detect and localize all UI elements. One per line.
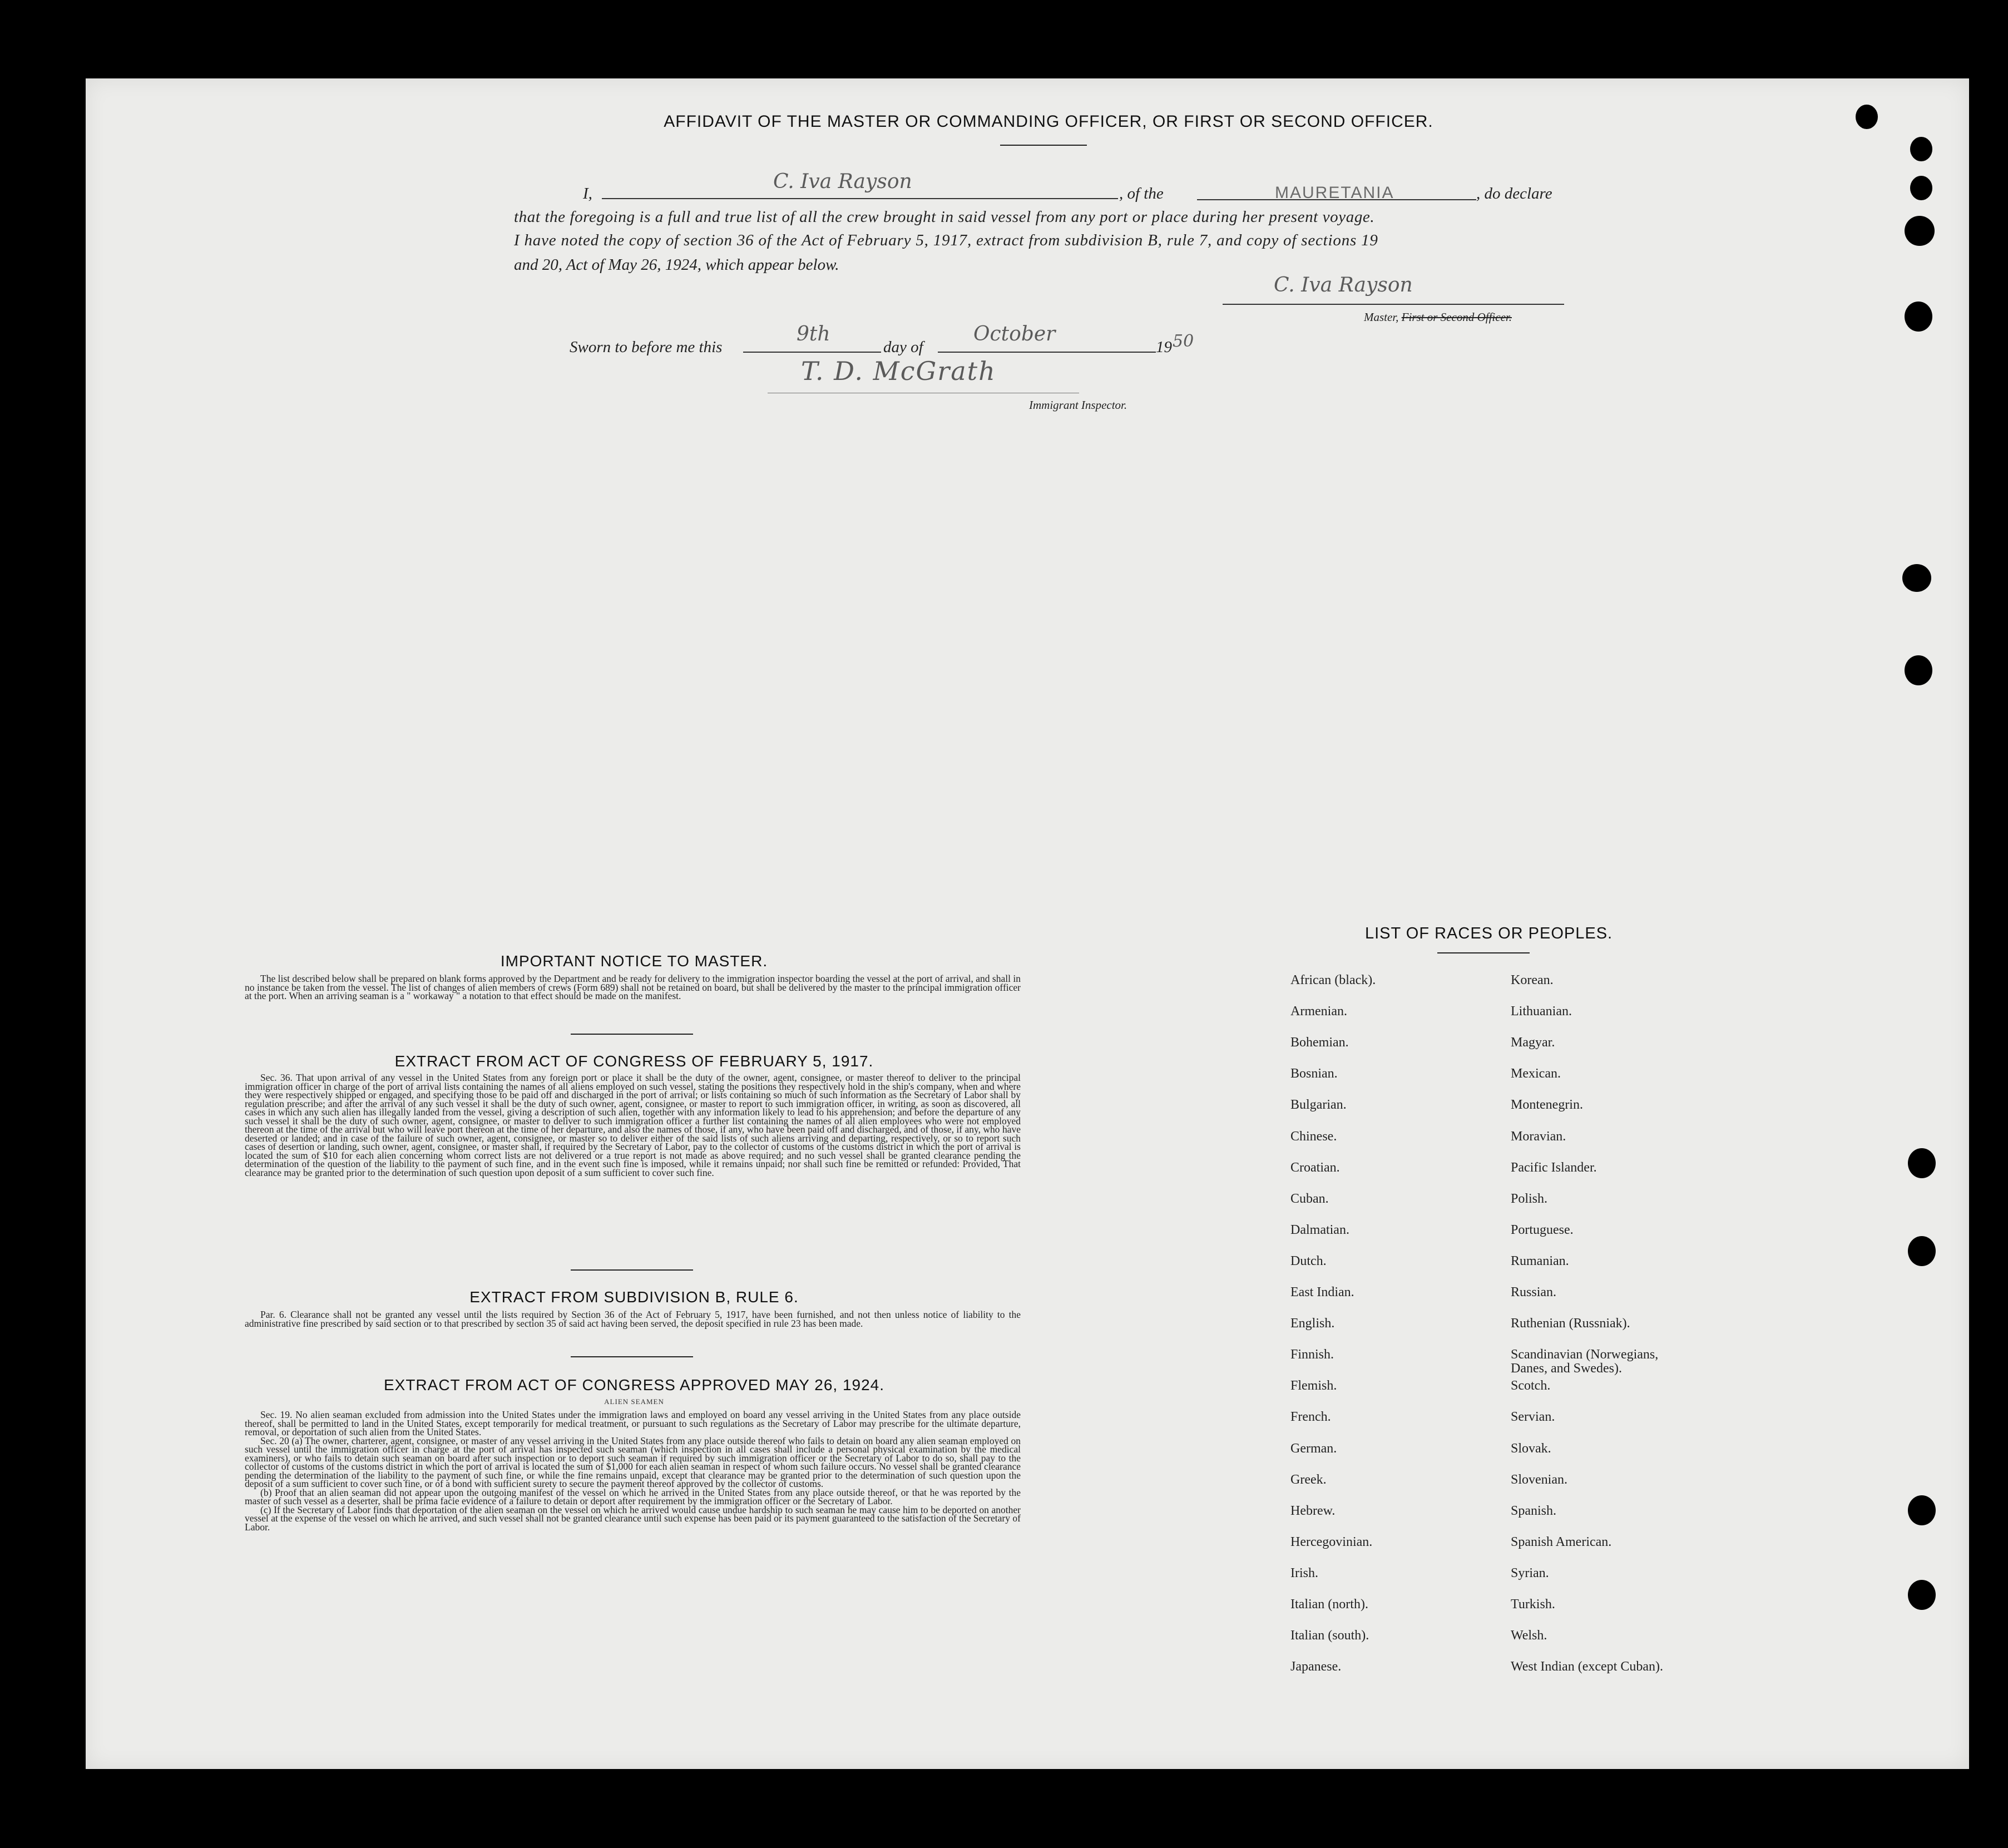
signature-line [1223,304,1564,305]
race-item: Spanish American. [1511,1535,1612,1549]
master-label-text: Master, [1364,310,1399,324]
vessel-stamp: MAURETANIA [1275,184,1394,202]
affidavit-line1-mid: , of the [1119,185,1164,202]
sworn-year-prefix: 19 [1156,338,1172,356]
punch-hole [1905,655,1932,685]
sworn-day-of: day of [883,338,923,356]
race-item: Turkish. [1511,1597,1555,1612]
sworn-label: Sworn to before me this [570,338,723,356]
race-item: Italian (south). [1290,1628,1369,1643]
race-item: French. [1290,1410,1331,1424]
race-item: Hebrew. [1290,1504,1336,1518]
race-item: Slovenian. [1511,1473,1567,1487]
race-item: Polish. [1511,1192,1548,1206]
punch-hole [1902,564,1931,592]
race-item: Lithuanian. [1511,1004,1572,1019]
race-item: Irish. [1290,1566,1318,1580]
section-20c-paragraph: (c) If the Secretary of Labor finds that deportation of the alien seaman on the vessel on which he arrived would cause undue hardship to such seaman he may cause him to be deported on another vessel at the expense of the vessel on which he arrived, and such vessel shall not be granted clearance until such expense has been paid or its payment guaranteed to the satisfaction of the Secretary of Labor. [245,1504,1021,1533]
races-title: LIST OF RACES OR PEOPLES. [1365,925,1613,942]
affidavit-line1-pre: I, [583,185,592,202]
punch-hole [1910,137,1932,161]
sworn-month: October [973,323,1056,345]
race-item: Japanese. [1290,1659,1342,1674]
notice-divider [571,1034,693,1035]
race-item: Bosnian. [1290,1066,1338,1081]
race-item: Spanish. [1511,1504,1557,1518]
sworn-day: 9th [797,323,830,345]
punch-hole [1908,1580,1936,1610]
master-signature-2: C. Iva Rayson [1274,274,1413,297]
rule6-divider [571,1356,693,1357]
race-item: German. [1290,1441,1337,1456]
affidavit-line1-post: , do declare [1476,185,1552,202]
section-20a-paragraph: Sec. 20 (a) The owner, charterer, agent, consignee, or master of any vessel arriving in the United States from any place outside thereof who fails to detain on board any alien seaman employed on such vessel until the immigration officer in charge at the port of arrival has inspected such seaman (which inspection in all cases shall include a personal physical examination by the medical examiners), or who fails to detain such seaman on board after such inspection or to deport such seaman if required by such immigration officer or the Secretary of Labor to do so, shall pay to the collector of customs of the customs district in which the port of arrival is located the sum of $1,000 for each alien seaman in respect of whom such failure occurs. No vessel shall be granted clearance pending the determination of the liability to the payment of such fine, or while the fine remains unpaid, except that clearance may be granted prior to the determination of such question upon the deposit of a sum sufficient to cover such fine, or of a bond with sufficient surety to secure the payment thereof approved by the collector of customs. [245,1435,1021,1489]
master-label [1364,310,1512,324]
race-item: Russian. [1511,1285,1557,1299]
affidavit-title: AFFIDAVIT OF THE MASTER OR COMMANDING OFFICER, OR FIRST OR SECOND OFFICER. [664,112,1433,131]
race-item: Dalmatian. [1290,1223,1349,1237]
extract-1917-body [245,1074,1021,1177]
race-item: Scotch. [1511,1378,1551,1393]
race-item: Scandinavian (Norwegians, Danes, and Swedes). [1511,1347,1659,1376]
punch-hole [1905,216,1935,246]
race-item: Bulgarian. [1290,1098,1347,1112]
name-blank [602,198,1118,199]
notice-title: IMPORTANT NOTICE TO MASTER. [500,952,768,970]
race-item: Ruthenian (Russniak). [1511,1316,1630,1331]
race-item: Slovak. [1511,1441,1551,1456]
punch-hole [1910,176,1932,200]
alien-seamen-subtitle: ALIEN SEAMEN [604,1397,664,1406]
race-item: Hercegovinian. [1290,1535,1373,1549]
race-item: Magyar. [1511,1035,1555,1050]
race-item: Bohemian. [1290,1035,1349,1050]
race-item: Syrian. [1511,1566,1549,1580]
race-item: West Indian (except Cuban). [1511,1659,1663,1674]
section-36-paragraph: Sec. 36. That upon arrival of any vessel in the United States from any foreign port or place it shall be the duty of the owner, agent, consignee, or master thereof to deliver to the principal immigration officer in charge of the port of arrival lists containing the names of all aliens employed on such vessel, stating the positions they respectively hold in the ship's company, when and where they were respectively shipped or engaged, and specifying those to be paid off and discharged in the port of arrival; or lists containing so much of such information as the Secretary of Labor shall by regulation prescribe; and after the arrival of any such vessel it shall be the duty of such owner, agent, consignee, or master to report to such immigration officer, in writing, as soon as discovered, all cases in which any such alien has illegally landed from the vessel, giving a description of such alien, together with any information likely to lead to his apprehension; and before the departure of any such vessel it shall be the duty of such owner, agent, consignee, or master to deliver to such immigration officer a further list containing the names of all alien employees who were not employed thereon at the time of the arrival but who will leave port thereon at the time of her departure, and also the names of those, if any, who have been paid off and discharged, and of those, if any, who have deserted or landed; and in case of the failure of such owner, agent, consignee, or master so to deliver either of the said lists of such aliens arriving and departing, respectively, or so to report such cases of desertion or landing, such owner, agent, consignee, or master shall, if required by the Secretary of Labor, pay to the collector of customs of the customs district in which the port of arrival is located the sum of $10 for each alien concerning whom correct lists are not delivered or a true report is not made as above required; and no such vessel shall be granted clearance pending the determination of the question of the liability to the payment of such fine, and in the event such fine is imposed, while it remains unpaid; nor shall such fine be remitted or refunded: Provided, That clearance may be granted prior to the determination of such question upon deposit of a sum sufficient to cover such fine. [245,1072,1021,1178]
punch-hole [1905,302,1932,332]
struck-officer-label: First or Second Officer. [1401,310,1512,324]
affidavit-line2: that the foregoing is a full and true list of all the crew brought in said vessel from any port or place during her present voyage. [514,208,1375,226]
race-item: Cuban. [1290,1192,1329,1206]
inspector-label: Immigrant Inspector. [1029,398,1127,412]
notice-body [245,975,1021,1001]
race-item: African (black). [1290,973,1376,987]
race-item: Portuguese. [1511,1223,1574,1237]
race-item: Armenian. [1290,1004,1347,1019]
affidavit-line3: I have noted the copy of section 36 of the Act of February 5, 1917, extract from subdivision B, rule 7, and copy of sections 19 [514,231,1378,249]
extract-1917-title: EXTRACT FROM ACT OF CONGRESS OF FEBRUARY 5, 1917. [394,1053,874,1070]
extract-1917-divider [571,1269,693,1271]
punch-hole [1908,1495,1936,1525]
inspector-signature: T. D. McGrath [801,356,996,386]
race-item: Chinese. [1290,1129,1337,1144]
extract-1924-body [245,1411,1021,1531]
day-blank [743,352,881,353]
notice-paragraph: The list described below shall be prepared on blank forms approved by the Department and be ready for delivery to the immigration inspector boarding the vessel at the port of arrival, and shall in no instance be taken from the vessel. The list of changes of alien members of crews (Form 689) shall not be retained on board, but shall be delivered by the master to the principal immigration officer at the port. When an arriving seaman is a " workaway " a notation to that effect should be made on the manifest. [245,973,1021,1001]
race-item: English. [1290,1316,1335,1331]
section-20b-paragraph: (b) Proof that an alien seaman did not appear upon the outgoing manifest of the vessel on which he arrived in the United States from any place outside thereof, or that he was reported by the master of such vessel as a deserter, shall be prima facie evidence of a failure to detain or deport after requirement by the immigration officer or the Secretary of Labor. [245,1486,1021,1506]
race-item: East Indian. [1290,1285,1354,1299]
race-item: Moravian. [1511,1129,1566,1144]
extract-1924-title: EXTRACT FROM ACT OF CONGRESS APPROVED MAY 26, 1924. [383,1376,885,1394]
race-item: Croatian. [1290,1160,1340,1175]
race-item: Flemish. [1290,1378,1337,1393]
rule6-paragraph: Par. 6. Clearance shall not be granted any vessel until the lists required by Section 36 of the Act of February 5, 1917, have been furnished, and not then unless notice of liability to the administrative fine prescribed by said section or to that prescribed by section 35 of said act having been served, the deposit specified in rule 23 has been made. [245,1309,1021,1329]
race-item: Finnish. [1290,1347,1334,1362]
race-item: Greek. [1290,1473,1327,1487]
master-signature: C. Iva Rayson [773,170,912,193]
race-item: Italian (north). [1290,1597,1368,1612]
race-item: Welsh. [1511,1628,1547,1643]
title-divider [1000,145,1087,146]
punch-hole [1908,1236,1936,1266]
race-item: Rumanian. [1511,1254,1569,1268]
affidavit-line4: and 20, Act of May 26, 1924, which appear below. [514,256,839,274]
race-item: Korean. [1511,973,1554,987]
punch-hole [1908,1148,1936,1178]
race-item: Mexican. [1511,1066,1561,1081]
races-divider [1437,952,1530,953]
rule6-body [245,1311,1021,1328]
race-item: Dutch. [1290,1254,1327,1268]
month-blank [938,352,1156,353]
race-item: Servian. [1511,1410,1555,1424]
race-item: Pacific Islander. [1511,1160,1597,1175]
race-item: Montenegrin. [1511,1098,1583,1112]
section-19-paragraph: Sec. 19. No alien seaman excluded from admission into the United States under the immigration laws and employed on board any vessel arriving in the United States from any place outside thereof, shall be permitted to land in the United States, except temporarily for medical treatment, or pursuant to such regulations as the Secretary of Labor may prescribe for the ultimate departure, removal, or deportation of such alien from the United States. [245,1409,1021,1437]
sworn-year: 50 [1173,332,1194,351]
rule6-title: EXTRACT FROM SUBDIVISION B, RULE 6. [469,1288,799,1306]
punch-hole [1856,105,1878,129]
